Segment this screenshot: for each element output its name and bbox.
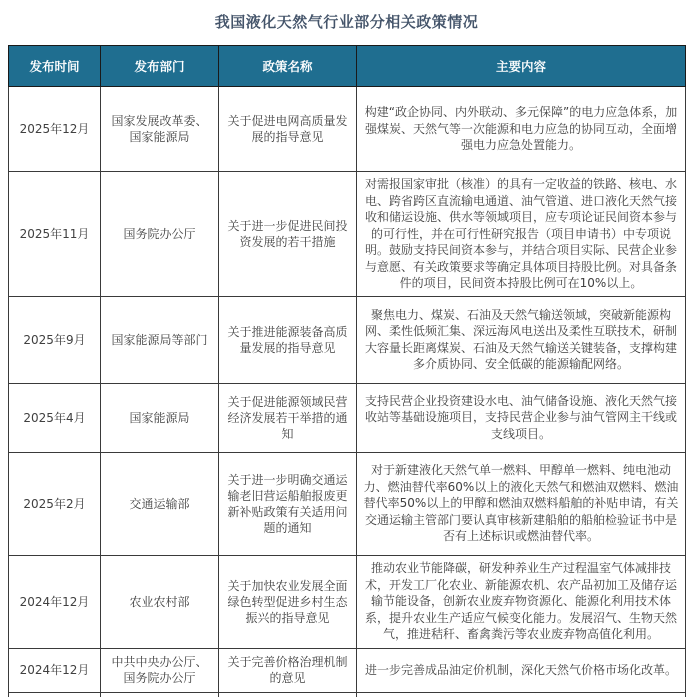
policy-table	[8, 45, 686, 697]
cell-policy: 关于加快农业发展全面绿色转型促进乡村生态振兴的指导意见	[219, 555, 357, 648]
cell-policy: 关于进一步促进民间投资发展的若干措施	[219, 172, 357, 297]
cell-date: 2025年4月	[9, 383, 101, 452]
cell-content: 聚焦电力、煤炭、石油及天然气输送领域，突破新能源构网、柔性低频汇集、深远海风电送出及柔性互联技术，研制大容量长距离煤炭、石油及天然气输送关键装备，支撑构建多介质协同、安全低碳的能源输配网络。	[357, 296, 686, 383]
cell-dept: 国务院办公厅	[101, 172, 219, 297]
cell-content	[357, 692, 686, 697]
cell-dept: 中共中央办公厅、国务院办公厅	[101, 648, 219, 692]
table-row	[9, 172, 686, 297]
cell-dept: 国家能源局等部门	[101, 296, 219, 383]
cell-dept	[101, 692, 219, 697]
cell-content: 推动农业节能降碳，研发种养业生产过程温室气体减排技术，开发工厂化农业、新能源农机、农产品初加工及储存运输节能设备，创新农业废弃物资源化、能源化利用技术体系，提升农业生产适应气候变化能力。发展沼气、生物天然气，推进秸秆、畜禽粪污等农业废弃物高值化利用。	[357, 555, 686, 648]
cell-dept: 交通运输部	[101, 452, 219, 555]
cell-policy: 关于促进能源领域民营经济发展若干举措的通知	[219, 383, 357, 452]
table-body	[9, 87, 686, 697]
table-row-partial	[9, 692, 686, 697]
table-row	[9, 296, 686, 383]
cell-date: 2025年12月	[9, 87, 101, 172]
cell-content: 进一步完善成品油定价机制，深化天然气价格市场化改革。	[357, 648, 686, 692]
cell-date: 2025年9月	[9, 296, 101, 383]
cell-content: 构建“政企协同、内外联动、多元保障”的电力应急体系，加强煤炭、天然气等一次能源和电力应急的协同互动，全面增强电力应急处置能力。	[357, 87, 686, 172]
cell-policy: 关于完善价格治理机制的意见	[219, 648, 357, 692]
table-row	[9, 87, 686, 172]
cell-policy: 关于推进能源装备高质量发展的指导意见	[219, 296, 357, 383]
cell-date: 2025年11月	[9, 172, 101, 297]
cell-content: 对于新建液化天然气单一燃料、甲醇单一燃料、纯电池动力、燃油替代率60%以上的液化天然气和燃油双燃料、燃油替代率50%以上的甲醇和燃油双燃料船舶的补贴申请，有关交通运输主管部门要认真审核新建船舶的船舶检验证书中是否有上述标识或燃油替代率。	[357, 452, 686, 555]
cell-date	[9, 692, 101, 697]
cell-policy	[219, 692, 357, 697]
cell-policy: 关于进一步明确交通运输老旧营运船舶报废更新补贴政策有关适用问题的通知	[219, 452, 357, 555]
cell-content: 支持民营企业投资建设水电、油气储备设施、液化天然气接收站等基础设施项目，支持民营企业参与油气管网主干线或支线项目。	[357, 383, 686, 452]
cell-dept: 国家发展改革委、国家能源局	[101, 87, 219, 172]
header-cell-dept: 发布部门	[101, 46, 219, 87]
table-row	[9, 383, 686, 452]
cell-policy: 关于促进电网高质量发展的指导意见	[219, 87, 357, 172]
cell-content: 对需报国家审批（核准）的具有一定收益的铁路、核电、水电、跨省跨区直流输电通道、油气管道、进口液化天然气接收和储运设施、供水等领域项目，应专项论证民间资本参与的可行性，并在可行性研究报告（项目申请书）中专项说明。鼓励支持民间资本参与，并结合项目实际、民营企业参与意愿、有关政策要求等确定具体项目持股比例。对具备条件的项目，民间资本持股比例可在10%以上。	[357, 172, 686, 297]
cell-date: 2024年12月	[9, 648, 101, 692]
table-header	[9, 46, 686, 87]
table-row	[9, 452, 686, 555]
cell-date: 2025年2月	[9, 452, 101, 555]
cell-dept: 国家能源局	[101, 383, 219, 452]
header-row	[9, 46, 686, 87]
page-title: 我国液化天然气行业部分相关政策情况	[214, 13, 479, 31]
header-cell-policy: 政策名称	[219, 46, 357, 87]
table-row	[9, 555, 686, 648]
table-row	[9, 648, 686, 692]
header-cell-content: 主要内容	[357, 46, 686, 87]
header-cell-date: 发布时间	[9, 46, 101, 87]
cell-dept: 农业农村部	[101, 555, 219, 648]
cell-date: 2024年12月	[9, 555, 101, 648]
